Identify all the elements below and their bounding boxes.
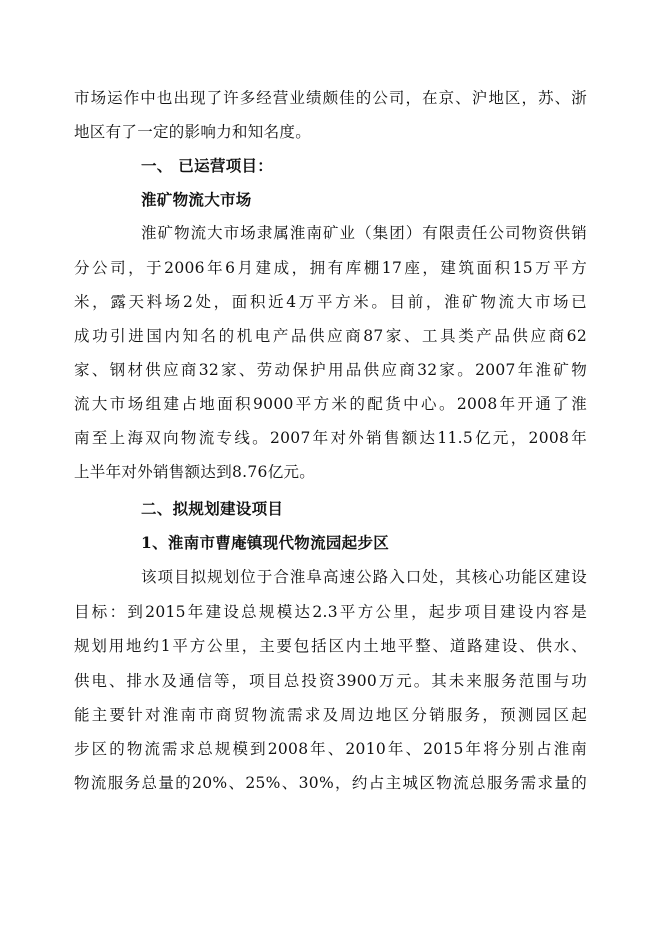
project1-para-line-4: 供电、排水及通信等，项目总投资3900万元。其未来服务范围与功 [74, 672, 587, 690]
intro-line-2: 地区有了一定的影响力和知名度。 [74, 123, 312, 141]
intro-line-1: 市场运作中也出现了许多经营业绩颇佳的公司，在京、沪地区，苏、浙 [74, 89, 587, 107]
section1-heading: 一、 已运营项目： [141, 156, 274, 175]
market-para-line-1: 淮矿物流大市场隶属淮南矿业（集团）有限责任公司物资供销 [141, 224, 587, 242]
project1-para-line-1: 该项目拟规划位于合淮阜高速公路入口处，其核心功能区建设 [141, 568, 587, 586]
market-para-line-4: 成功引进国内知名的机电产品供应商87家、工具类产品供应商62 [74, 327, 587, 345]
market-para-line-2: 分公司，于2006年6月建成，拥有库棚17座，建筑面积15万平方 [74, 259, 587, 277]
market-para-line-6: 流大市场组建占地面积9000平方米的配货中心。2008年开通了淮 [74, 395, 587, 413]
project1-para-line-2: 目标：到2015年建设总规模达2.3平方公里，起步项目建设内容是 [74, 603, 587, 621]
market-title: 淮矿物流大市场 [141, 190, 252, 209]
project1-para-line-7: 物流服务总量的20%、25%、30%，约占主城区物流总服务需求量的 [74, 774, 587, 792]
market-para-line-8: 上半年对外销售额达到8.76亿元。 [74, 463, 316, 481]
market-para-line-7: 南至上海双向物流专线。2007年对外销售额达11.5亿元，2008年 [74, 429, 587, 447]
project1-para-line-3: 规划用地约1平方公里，主要包括区内土地平整、道路建设、供水、 [74, 637, 587, 655]
project1-title: 1、淮南市曹庵镇现代物流园起步区 [141, 533, 390, 552]
market-para-line-5: 家、钢材供应商32家、劳动保护用品供应商32家。2007年淮矿物 [74, 361, 587, 379]
project1-para-line-6: 步区的物流需求总规模到2008年、2010年、2015年将分别占淮南 [74, 740, 587, 758]
section2-heading: 二、拟规划建设项目 [141, 499, 284, 518]
market-para-line-3: 米，露天料场2处，面积近4万平方米。目前，淮矿物流大市场已 [74, 293, 587, 311]
project1-para-line-5: 能主要针对淮南市商贸物流需求及周边地区分销服务，预测园区起 [74, 706, 587, 724]
